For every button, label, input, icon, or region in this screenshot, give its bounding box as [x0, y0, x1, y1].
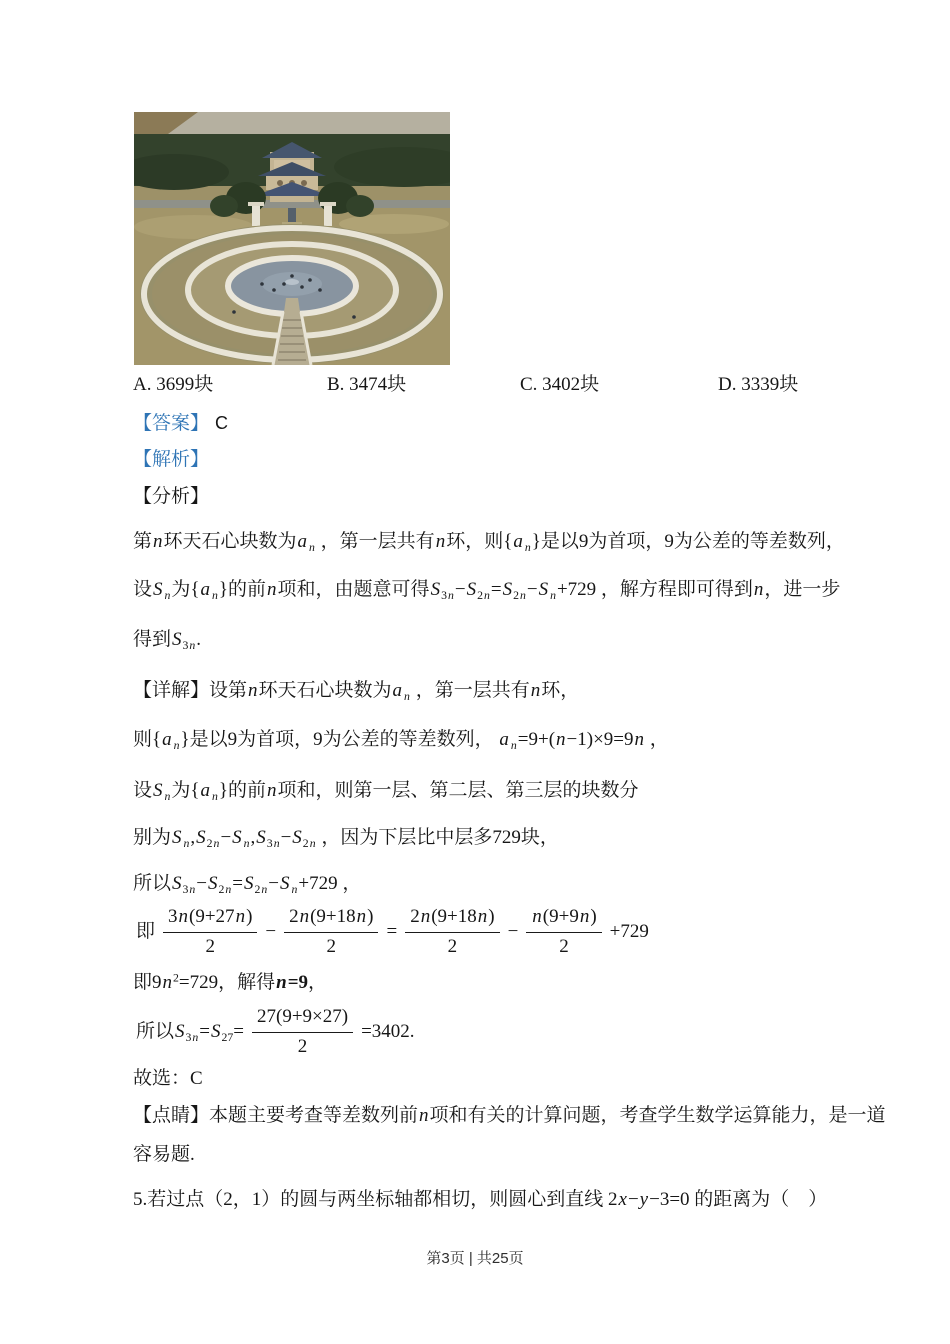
- analysis-line-3: 得到$S_{3n}$.: [133, 629, 202, 653]
- question-5: 5.若过点（2，1）的圆与两坐标轴都相切，则圆心到直线 2x−y−3=0 的距离为（ ）: [133, 1189, 828, 1210]
- equation-1: [133, 906, 652, 959]
- equation-text: −: [507, 921, 519, 943]
- equation-text: 所以$S_{3n}=S_{27}=$: [136, 1021, 244, 1045]
- equation-text: +729: [609, 921, 649, 943]
- fraction: $\frac{3n(9+27n)}{2}$: [163, 906, 257, 959]
- option-a: A. 3699块: [133, 374, 214, 395]
- detail-line-6: 即$9n^2=729$，解得n=9，: [133, 971, 328, 993]
- equation-text: −: [265, 921, 277, 943]
- fenxi-label: 【分析】: [133, 486, 210, 507]
- options-row: [133, 372, 833, 399]
- detail-line-1: [133, 678, 579, 704]
- fraction: $\frac{2n(9+18n)}{2}$: [405, 906, 499, 959]
- jiexi-label: 【解析】: [133, 449, 210, 470]
- option-d: D. 3339块: [718, 374, 799, 395]
- note-label: 【点睛】: [133, 1105, 210, 1126]
- detail-line-2: 则{a $_n$}是以9为首项，9为公差的等差数列， a $_n$=9+(n−1)×9=9n ，: [133, 729, 669, 753]
- equation-text: =: [386, 921, 398, 943]
- fraction: $\frac{n(9+9n)}{2}$: [526, 906, 601, 959]
- analysis-line-1: 第n环天石心块数为a $_n$ ，第一层共有n环，则{a $_n$}是以9为首项，9为公差的等差数列，: [133, 531, 845, 555]
- fraction: $\frac{27(9+9\times 27)}{2}$: [252, 1006, 353, 1059]
- equation-text: =3402.: [361, 1021, 415, 1043]
- note-line-1: [133, 1103, 886, 1129]
- detail-line-4: 别为S $_n,S_{2n}-S$ $_n,S_{3n}-S_{2n}$ ，因为下层比中层多729块，: [133, 827, 559, 851]
- option-b: B. 3474块: [327, 374, 407, 395]
- page-footer: 第3页 | 共25页: [426, 1250, 524, 1267]
- answer-value: C: [215, 413, 229, 433]
- analysis-line-2: 设S $_n$为{a $_n$}的前n项和，由题意可得$S_{3n}-S_{2n}=S_{2n}-S$ $_n$+729 ，解方程即可得到n，进一步: [133, 579, 841, 603]
- detail-line-3: 设S $_n$为{a $_n$}的前n项和，则第一层、第二层、第三层的块数分: [133, 780, 639, 804]
- note-line-2: 容易题.: [133, 1144, 195, 1165]
- fraction: $\frac{2n(9+18n)}{2}$: [284, 906, 378, 959]
- answer-line: [133, 410, 228, 437]
- detail-conclusion: 故选：C: [133, 1068, 203, 1089]
- equation-2: [133, 1006, 418, 1059]
- equation-text: 即: [136, 921, 156, 943]
- detail-label: 【详解】: [133, 680, 210, 701]
- temple-altar-photo: [134, 112, 450, 365]
- note-line-1-text: 本题主要考查等差数列前n项和有关的计算问题，考查学生数学运算能力，是一道: [209, 1105, 886, 1126]
- detail-line-5: 所以$S_{3n}-S_{2n}=S_{2n}-S$ $_n$+729 ，: [133, 873, 362, 897]
- detail-line-1-text: 设第n环天石心块数为a $_n$ ，第一层共有n环，: [209, 680, 580, 704]
- option-c: C. 3402块: [520, 374, 600, 395]
- answer-label: 【答案】: [133, 413, 210, 434]
